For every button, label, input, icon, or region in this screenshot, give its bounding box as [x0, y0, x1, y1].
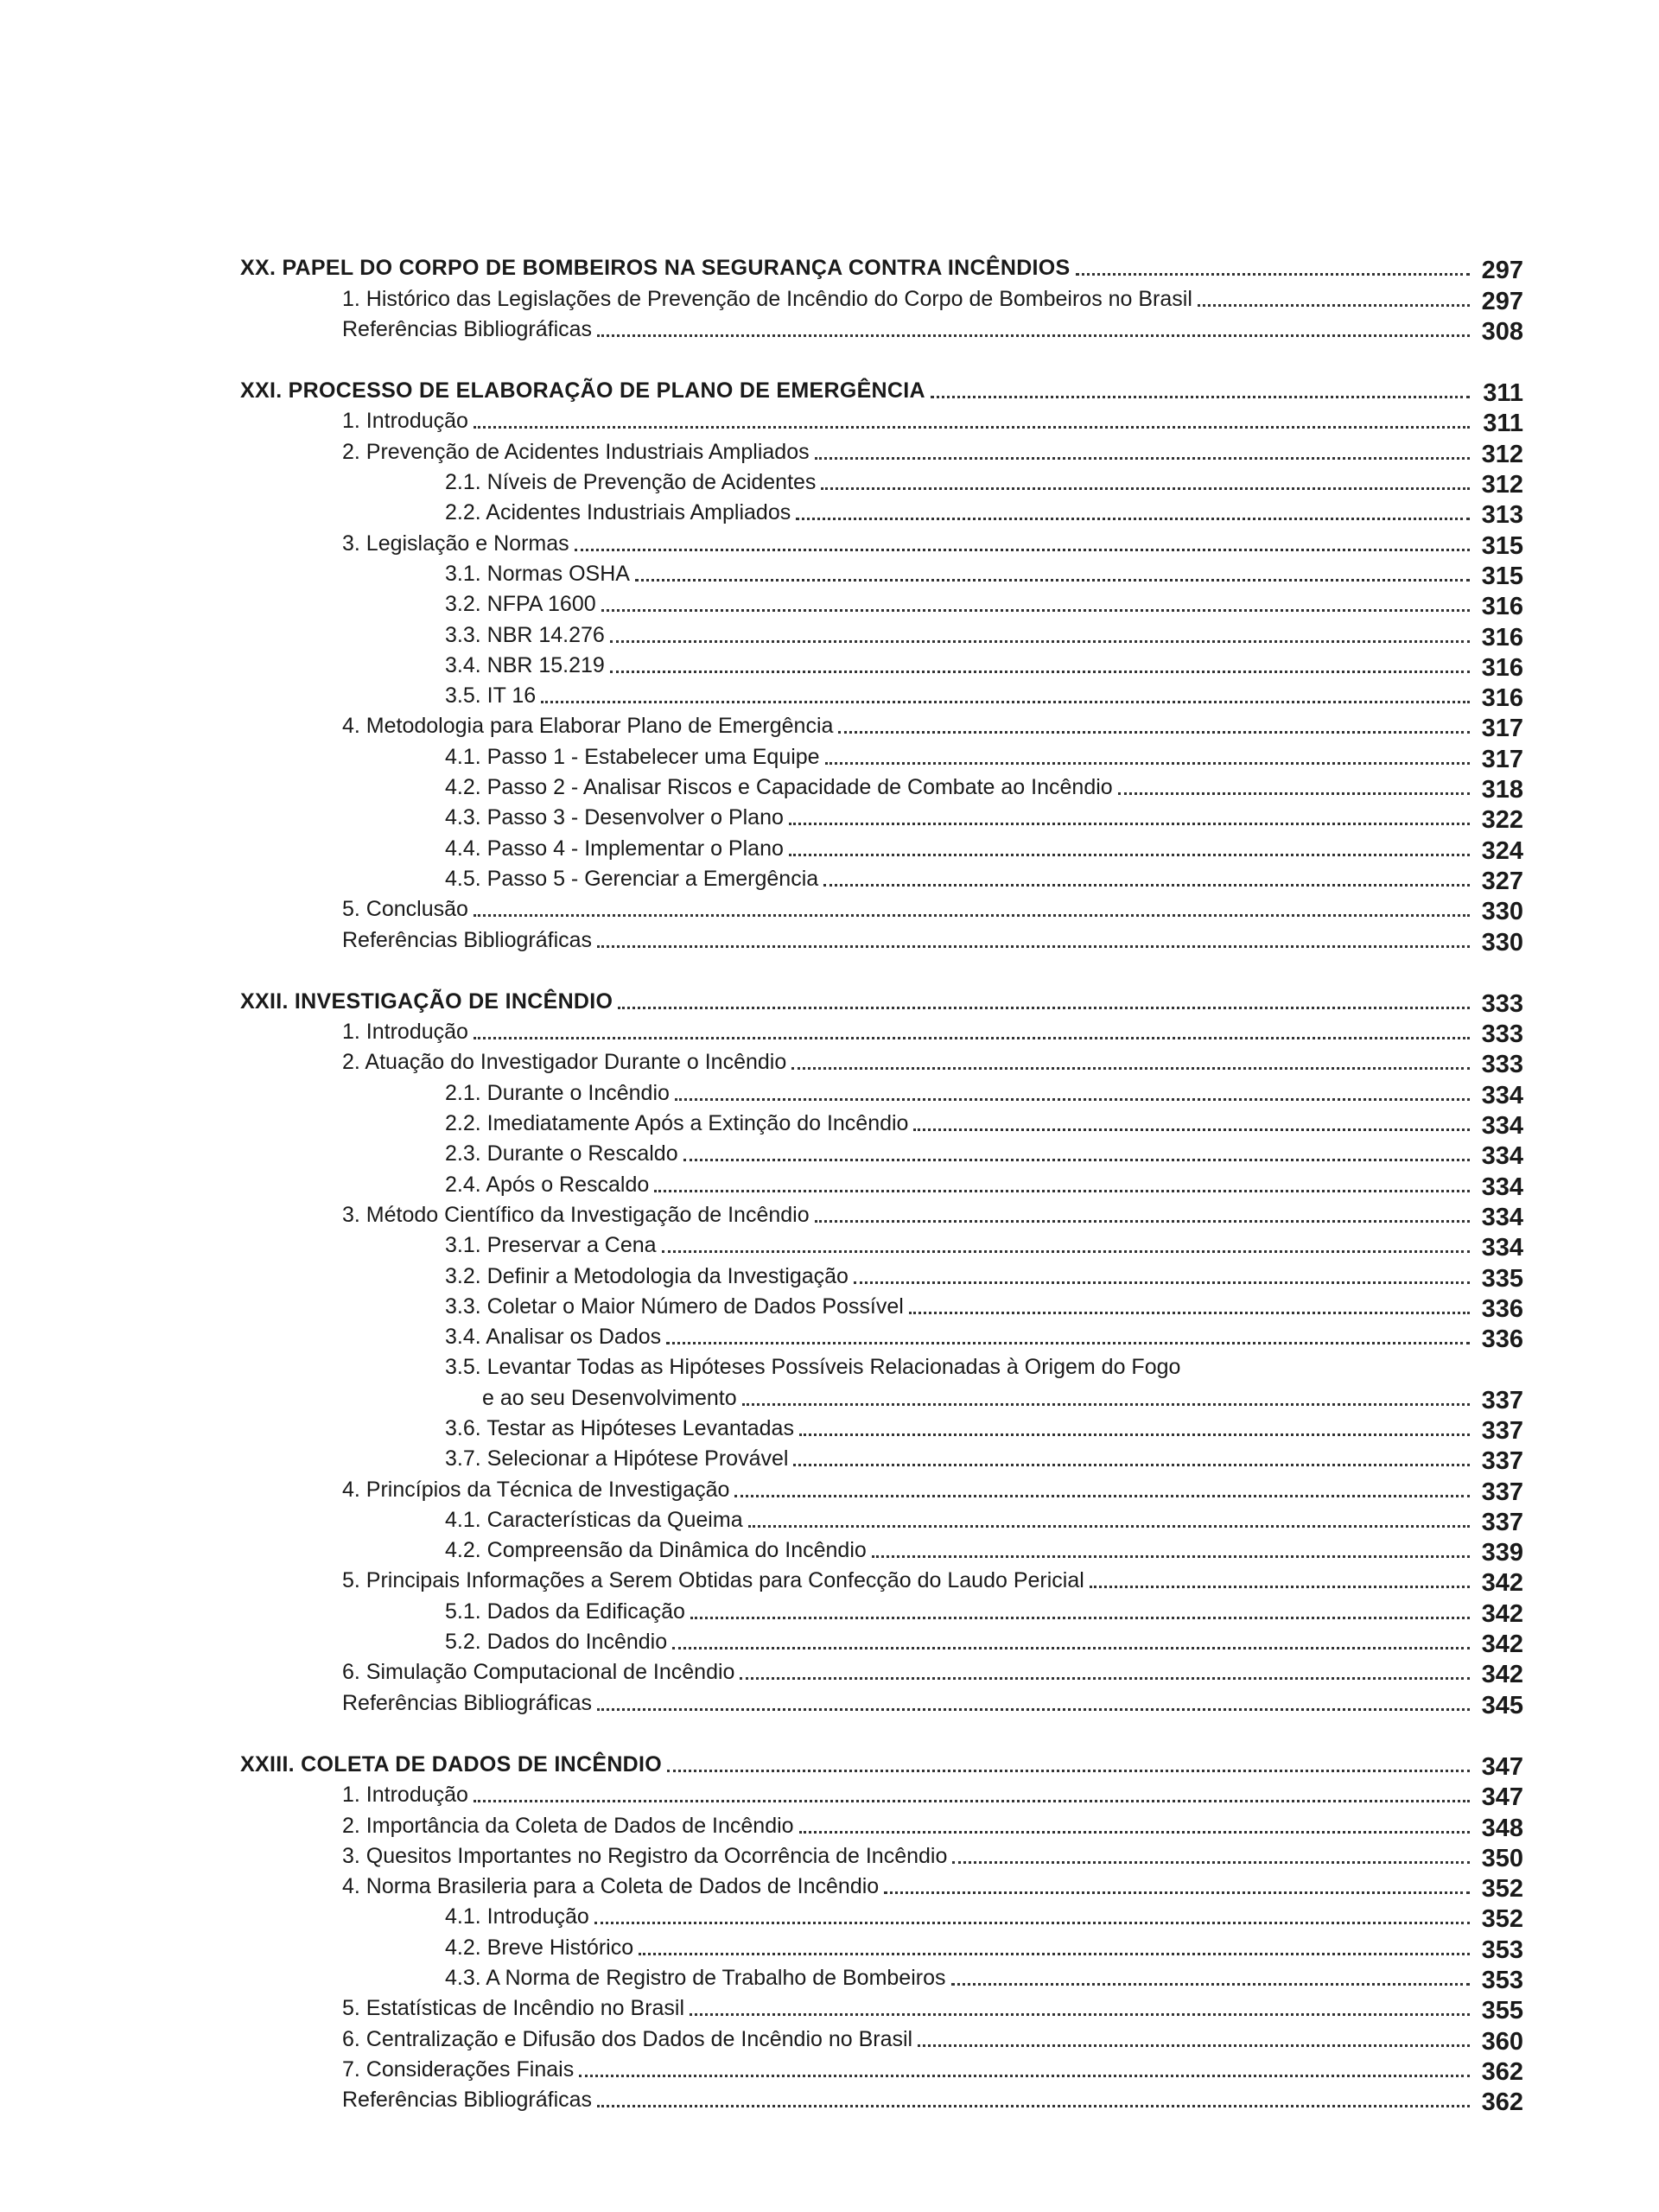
page-number: 334: [1481, 1081, 1523, 1109]
page-number: 347: [1481, 1752, 1523, 1781]
page-number: 362: [1481, 2088, 1523, 2117]
toc-entry-row[interactable]: [240, 1106, 1523, 1141]
entry-title: 3.1. Preservar a Cena: [445, 1233, 657, 1258]
dot-leader: [597, 2101, 1470, 2107]
toc-entry-row[interactable]: [240, 739, 1523, 773]
toc-entry-row[interactable]: [240, 1593, 1523, 1628]
entry-title: 5. Estatísticas de Incêndio no Brasil: [342, 1996, 685, 2021]
toc-section: [240, 251, 1523, 346]
dot-leader: [815, 454, 1470, 460]
dot-leader: [825, 759, 1470, 765]
dot-leader: [815, 1217, 1470, 1223]
entry-title: Referências Bibliográficas: [342, 2088, 593, 2113]
entry-title: 1. Introdução: [342, 1783, 468, 1808]
page-number: 353: [1481, 1936, 1523, 1964]
entry-title: 5. Principais Informações a Serem Obtidas para Confecção do Laudo Pericial: [342, 1568, 1084, 1593]
entry-title: 2.2. Imediatamente Após a Extinção do Incêndio: [445, 1111, 909, 1136]
dot-leader: [541, 697, 1470, 703]
chapter-title: XXII. INVESTIGAÇÃO DE INCÊNDIO: [240, 988, 613, 1014]
dot-leader: [666, 1338, 1470, 1344]
dot-leader: [821, 484, 1470, 490]
dot-leader: [789, 850, 1470, 856]
page-number: 334: [1481, 1203, 1523, 1231]
entry-title: 4. Metodologia para Elaborar Plano de Emergência: [342, 714, 834, 739]
entry-title: 1. Histórico das Legislações de Prevenção de Incêndio do Corpo de Bombeiros no Brasil: [342, 286, 1192, 311]
entry-title: 3.1. Normas OSHA: [445, 561, 630, 586]
entry-title: 4.2. Passo 2 - Analisar Riscos e Capacidade de Combate ao Incêndio: [445, 775, 1113, 800]
entry-title: 4.2. Compreensão da Dinâmica do Incêndio: [445, 1538, 867, 1563]
entry-title: 2.1. Níveis de Prevenção de Acidentes: [445, 470, 817, 495]
page-number: 334: [1481, 1112, 1523, 1141]
toc-entry-row[interactable]: [240, 830, 1523, 865]
entry-title: 2. Importância da Coleta de Dados de Incêndio: [342, 1813, 794, 1838]
toc-entry-row[interactable]: [240, 1685, 1523, 1719]
entry-title: 3.2. NFPA 1600: [445, 592, 596, 617]
entry-title: 4.3. Passo 3 - Desenvolver o Plano: [445, 805, 784, 830]
toc-entry-row[interactable]: [240, 1166, 1523, 1201]
entry-title: Referências Bibliográficas: [342, 316, 593, 341]
dot-leader: [675, 1095, 1470, 1101]
entry-title: 2.4. Após o Rescaldo: [445, 1172, 650, 1197]
page-number: 337: [1481, 1447, 1523, 1476]
toc-entry-row[interactable]: [240, 2021, 1523, 2056]
page-number: 316: [1481, 623, 1523, 652]
chapter-title: XXIII. COLETA DE DADOS DE INCÊNDIO: [240, 1751, 663, 1777]
entry-title: e ao seu Desenvolvimento: [482, 1385, 737, 1410]
dot-leader: [838, 728, 1470, 734]
dot-leader: [734, 1491, 1470, 1497]
toc-entry-row[interactable]: [240, 1899, 1523, 1934]
dot-leader: [931, 392, 1470, 398]
entry-title: 1. Introdução: [342, 409, 468, 434]
dot-leader: [909, 1308, 1470, 1314]
page-number: 337: [1481, 1508, 1523, 1536]
page-number: 342: [1481, 1599, 1523, 1628]
toc-entry-row[interactable]: [240, 1441, 1523, 1476]
dot-leader: [610, 667, 1470, 673]
toc-entry-row[interactable]: [240, 495, 1523, 530]
toc-entry-row[interactable]: [240, 1624, 1523, 1659]
dot-leader: [789, 819, 1470, 825]
dot-leader: [654, 1186, 1470, 1192]
entry-title: 3.3. NBR 14.276: [445, 622, 605, 647]
dot-leader: [1076, 270, 1470, 276]
page-number: 316: [1481, 684, 1523, 713]
dot-leader: [579, 2071, 1470, 2077]
entry-title: 6. Centralização e Difusão dos Dados de Incêndio no Brasil: [342, 2026, 913, 2051]
page-number: 360: [1481, 2027, 1523, 2056]
page-number: 337: [1481, 1478, 1523, 1506]
entry-title: 4. Princípios da Técnica de Investigação: [342, 1477, 730, 1502]
dot-leader: [618, 1003, 1470, 1009]
toc-entry-row[interactable]: [240, 525, 1523, 560]
page-number: 334: [1481, 1234, 1523, 1262]
dot-leader: [662, 1247, 1470, 1253]
toc-entry-row[interactable]: [240, 709, 1523, 743]
toc-entry-row[interactable]: [240, 1503, 1523, 1536]
page-number: 324: [1481, 836, 1523, 865]
toc-entry-row[interactable]: [240, 1471, 1523, 1506]
entry-title: 2.3. Durante o Rescaldo: [445, 1141, 678, 1166]
page-number: 333: [1481, 989, 1523, 1018]
page-number: 336: [1481, 1325, 1523, 1354]
toc-entry-row[interactable]: [240, 1350, 1523, 1380]
dot-leader: [474, 423, 1470, 429]
toc-section: [240, 373, 1523, 957]
chapter-title: XX. PAPEL DO CORPO DE BOMBEIROS NA SEGURANÇA CONTRA INCÊNDIOS: [240, 256, 1071, 281]
toc-entry-row[interactable]: [240, 312, 1523, 346]
dot-leader: [823, 880, 1470, 887]
entry-title: 2.1. Durante o Incêndio: [445, 1080, 670, 1105]
dot-leader: [740, 1674, 1470, 1680]
entry-title: 4.1. Introdução: [445, 1904, 589, 1929]
dot-leader: [594, 1918, 1470, 1924]
dot-leader: [799, 1430, 1470, 1436]
dot-leader: [601, 606, 1470, 612]
toc-chapter-row[interactable]: [240, 251, 1523, 285]
entry-title: 3. Quesitos Importantes no Registro da Ocorrência de Incêndio: [342, 1843, 948, 1868]
page-number: 339: [1481, 1539, 1523, 1567]
toc-entry-row[interactable]: [240, 892, 1523, 926]
page-number: 342: [1481, 1630, 1523, 1659]
entry-title: 3.5. IT 16: [445, 683, 537, 709]
entry-title: 4.4. Passo 4 - Implementar o Plano: [445, 836, 784, 861]
toc-entry-row[interactable]: [240, 1136, 1523, 1171]
toc-entry-row[interactable]: [240, 1961, 1523, 1995]
page-number: 355: [1481, 1997, 1523, 2025]
dot-leader: [748, 1522, 1470, 1528]
entry-title: Referências Bibliográficas: [342, 927, 593, 952]
toc-entry-row[interactable]: [240, 1808, 1523, 1842]
dot-leader: [474, 1033, 1470, 1039]
dot-leader: [597, 1705, 1470, 1711]
toc-entry-row[interactable]: [240, 1198, 1523, 1231]
page-number: 353: [1481, 1967, 1523, 1995]
entry-title: 2. Atuação do Investigador Durante o Incêndio: [342, 1050, 787, 1075]
toc-entry-row[interactable]: [240, 434, 1523, 468]
toc-entry-row[interactable]: [240, 861, 1523, 895]
entry-title: 3.6. Testar as Hipóteses Levantadas: [445, 1415, 794, 1440]
entry-title: 1. Introdução: [342, 1020, 468, 1045]
toc-entry-row[interactable]: [240, 1839, 1523, 1872]
page-number: 350: [1481, 1844, 1523, 1872]
toc-entry-row[interactable]: [240, 281, 1523, 315]
toc-entry-row[interactable]: [240, 1777, 1523, 1812]
toc-entry-row[interactable]: [240, 1563, 1523, 1598]
toc-chapter-row[interactable]: [240, 1747, 1523, 1781]
entry-title: 4.1. Características da Queima: [445, 1507, 743, 1532]
dot-leader: [667, 1766, 1470, 1772]
dot-leader: [796, 514, 1470, 520]
toc-entry-row[interactable]: [240, 922, 1523, 957]
page-number: 330: [1481, 898, 1523, 926]
dot-leader: [474, 1796, 1470, 1802]
toc-entry-row[interactable]: [240, 1289, 1523, 1323]
dot-leader: [610, 637, 1470, 643]
page-number: 311: [1483, 379, 1523, 408]
page-number: 315: [1481, 531, 1523, 560]
page-number: 336: [1481, 1294, 1523, 1323]
page-number: 297: [1481, 257, 1523, 285]
dot-leader: [474, 911, 1470, 917]
table-of-contents: [240, 251, 1523, 2144]
toc-entry-row[interactable]: [240, 465, 1523, 499]
toc-entry-row[interactable]: [240, 556, 1523, 590]
dot-leader: [683, 1155, 1470, 1161]
toc-entry-row[interactable]: [240, 678, 1523, 713]
toc-entry-row[interactable]: [240, 2052, 1523, 2086]
page-number: 362: [1481, 2057, 1523, 2086]
dot-leader: [690, 1613, 1470, 1619]
dot-leader: [1118, 789, 1470, 795]
entry-title: 3.4. Analisar os Dados: [445, 1325, 662, 1350]
page-number: 352: [1481, 1875, 1523, 1904]
page-number: 315: [1481, 562, 1523, 590]
dot-leader: [793, 1460, 1470, 1466]
page-number: 337: [1481, 1386, 1523, 1414]
dot-leader: [635, 575, 1470, 582]
page-number: 311: [1483, 410, 1523, 438]
dot-leader: [951, 1980, 1471, 1986]
toc-entry-row[interactable]: [240, 648, 1523, 682]
entry-title: 3.4. NBR 15.219: [445, 652, 605, 677]
page-number: 345: [1481, 1691, 1523, 1719]
entry-title: 6. Simulação Computacional de Incêndio: [342, 1660, 735, 1685]
dot-leader: [799, 1827, 1470, 1834]
entry-title: 4. Norma Brasileria para a Coleta de Dados de Incêndio: [342, 1874, 880, 1899]
page-number: 308: [1481, 317, 1523, 346]
toc-entry-row[interactable]: [240, 1258, 1523, 1293]
entry-title: 5.1. Dados da Edificação: [445, 1599, 685, 1624]
entry-title: 4.2. Breve Histórico: [445, 1935, 634, 1960]
page-number: 297: [1481, 287, 1523, 315]
toc-entry-row[interactable]: [240, 1869, 1523, 1904]
page-number: 322: [1481, 806, 1523, 835]
chapter-title: XXI. PROCESSO DE ELABORAÇÃO DE PLANO DE EMERGÊNCIA: [240, 378, 925, 404]
dot-leader: [791, 1064, 1470, 1070]
page-number: 330: [1481, 928, 1523, 957]
toc-entry-row[interactable]: [240, 1533, 1523, 1567]
page-number: 347: [1481, 1783, 1523, 1812]
toc-entry-row[interactable]: [240, 1655, 1523, 1689]
entry-title: 7. Considerações Finais: [342, 2056, 575, 2082]
entry-title: 3.3. Coletar o Maior Número de Dados Possível: [445, 1294, 904, 1319]
entry-title: 2. Prevenção de Acidentes Industriais Ampliados: [342, 439, 810, 464]
page-number: 335: [1481, 1264, 1523, 1293]
dot-leader: [854, 1278, 1470, 1284]
entry-title: 4.1. Passo 1 - Estabelecer uma Equipe: [445, 744, 820, 769]
page-number: 317: [1481, 745, 1523, 773]
page-number: 342: [1481, 1569, 1523, 1598]
toc-entry-row[interactable]: [240, 800, 1523, 835]
dot-leader: [884, 1888, 1470, 1894]
dot-leader: [597, 331, 1470, 337]
entry-title: 3. Legislação e Normas: [342, 531, 569, 556]
page-number: 352: [1481, 1905, 1523, 1934]
entry-title: 5. Conclusão: [342, 897, 468, 922]
page-number: 333: [1481, 1051, 1523, 1079]
page-number: 318: [1481, 776, 1523, 804]
page-number: 334: [1481, 1173, 1523, 1201]
page-number: 316: [1481, 653, 1523, 682]
toc-entry-row[interactable]: [240, 1380, 1523, 1414]
toc-entry-row[interactable]: [240, 1228, 1523, 1262]
entry-title: 4.5. Passo 5 - Gerenciar a Emergência: [445, 866, 819, 891]
toc-entry-row[interactable]: [240, 1075, 1523, 1109]
page-number: 337: [1481, 1416, 1523, 1445]
toc-entry-row[interactable]: [240, 1991, 1523, 2025]
page-number: 313: [1481, 501, 1523, 530]
dot-leader: [1198, 301, 1470, 307]
dot-leader: [952, 1858, 1470, 1864]
toc-entry-row[interactable]: [240, 1411, 1523, 1445]
toc-chapter-row[interactable]: [240, 984, 1523, 1018]
entry-title: Referências Bibliográficas: [342, 1690, 593, 1715]
page-number: 312: [1481, 471, 1523, 499]
toc-entry-row[interactable]: [240, 1014, 1523, 1049]
toc-entry-row[interactable]: [240, 617, 1523, 652]
toc-entry-row[interactable]: [240, 1929, 1523, 1964]
page-number: 327: [1481, 867, 1523, 895]
page-number: 334: [1481, 1142, 1523, 1171]
entry-title: 3.2. Definir a Metodologia da Investigação: [445, 1263, 849, 1288]
dot-leader: [672, 1643, 1470, 1649]
entry-title: 4.3. A Norma de Registro de Trabalho de Bombeiros: [445, 1966, 946, 1991]
toc-entry-row[interactable]: [240, 770, 1523, 804]
entry-title: 3. Método Científico da Investigação de Incêndio: [342, 1202, 810, 1227]
page-number: 312: [1481, 440, 1523, 468]
toc-entry-row[interactable]: [240, 2082, 1523, 2117]
dot-leader: [639, 1949, 1470, 1955]
entry-title: 5.2. Dados do Incêndio: [445, 1630, 668, 1655]
dot-leader: [597, 942, 1470, 948]
dot-leader: [918, 2041, 1470, 2047]
dot-leader: [690, 2010, 1470, 2016]
toc-chapter-row[interactable]: [240, 373, 1523, 408]
page-number: 333: [1481, 1020, 1523, 1049]
page-number: 342: [1481, 1661, 1523, 1689]
toc-entry-row[interactable]: [240, 587, 1523, 621]
toc-entry-row[interactable]: [240, 1319, 1523, 1354]
dot-leader: [872, 1552, 1470, 1558]
dot-leader: [913, 1125, 1470, 1131]
dot-leader: [1090, 1582, 1470, 1588]
page-number: 317: [1481, 715, 1523, 743]
page-number: 316: [1481, 593, 1523, 621]
toc-entry-row[interactable]: [240, 404, 1523, 438]
entry-title: 3.7. Selecionar a Hipótese Provável: [445, 1446, 789, 1471]
page-number: 348: [1481, 1814, 1523, 1842]
entry-title: 3.5. Levantar Todas as Hipóteses Possíveis Relacionadas à Origem do Fogo: [445, 1355, 1181, 1380]
toc-entry-row[interactable]: [240, 1045, 1523, 1079]
dot-leader: [742, 1400, 1470, 1406]
toc-section: [240, 984, 1523, 1719]
entry-title: 2.2. Acidentes Industriais Ampliados: [445, 500, 791, 525]
toc-section: [240, 1747, 1523, 2117]
dot-leader: [575, 545, 1470, 551]
